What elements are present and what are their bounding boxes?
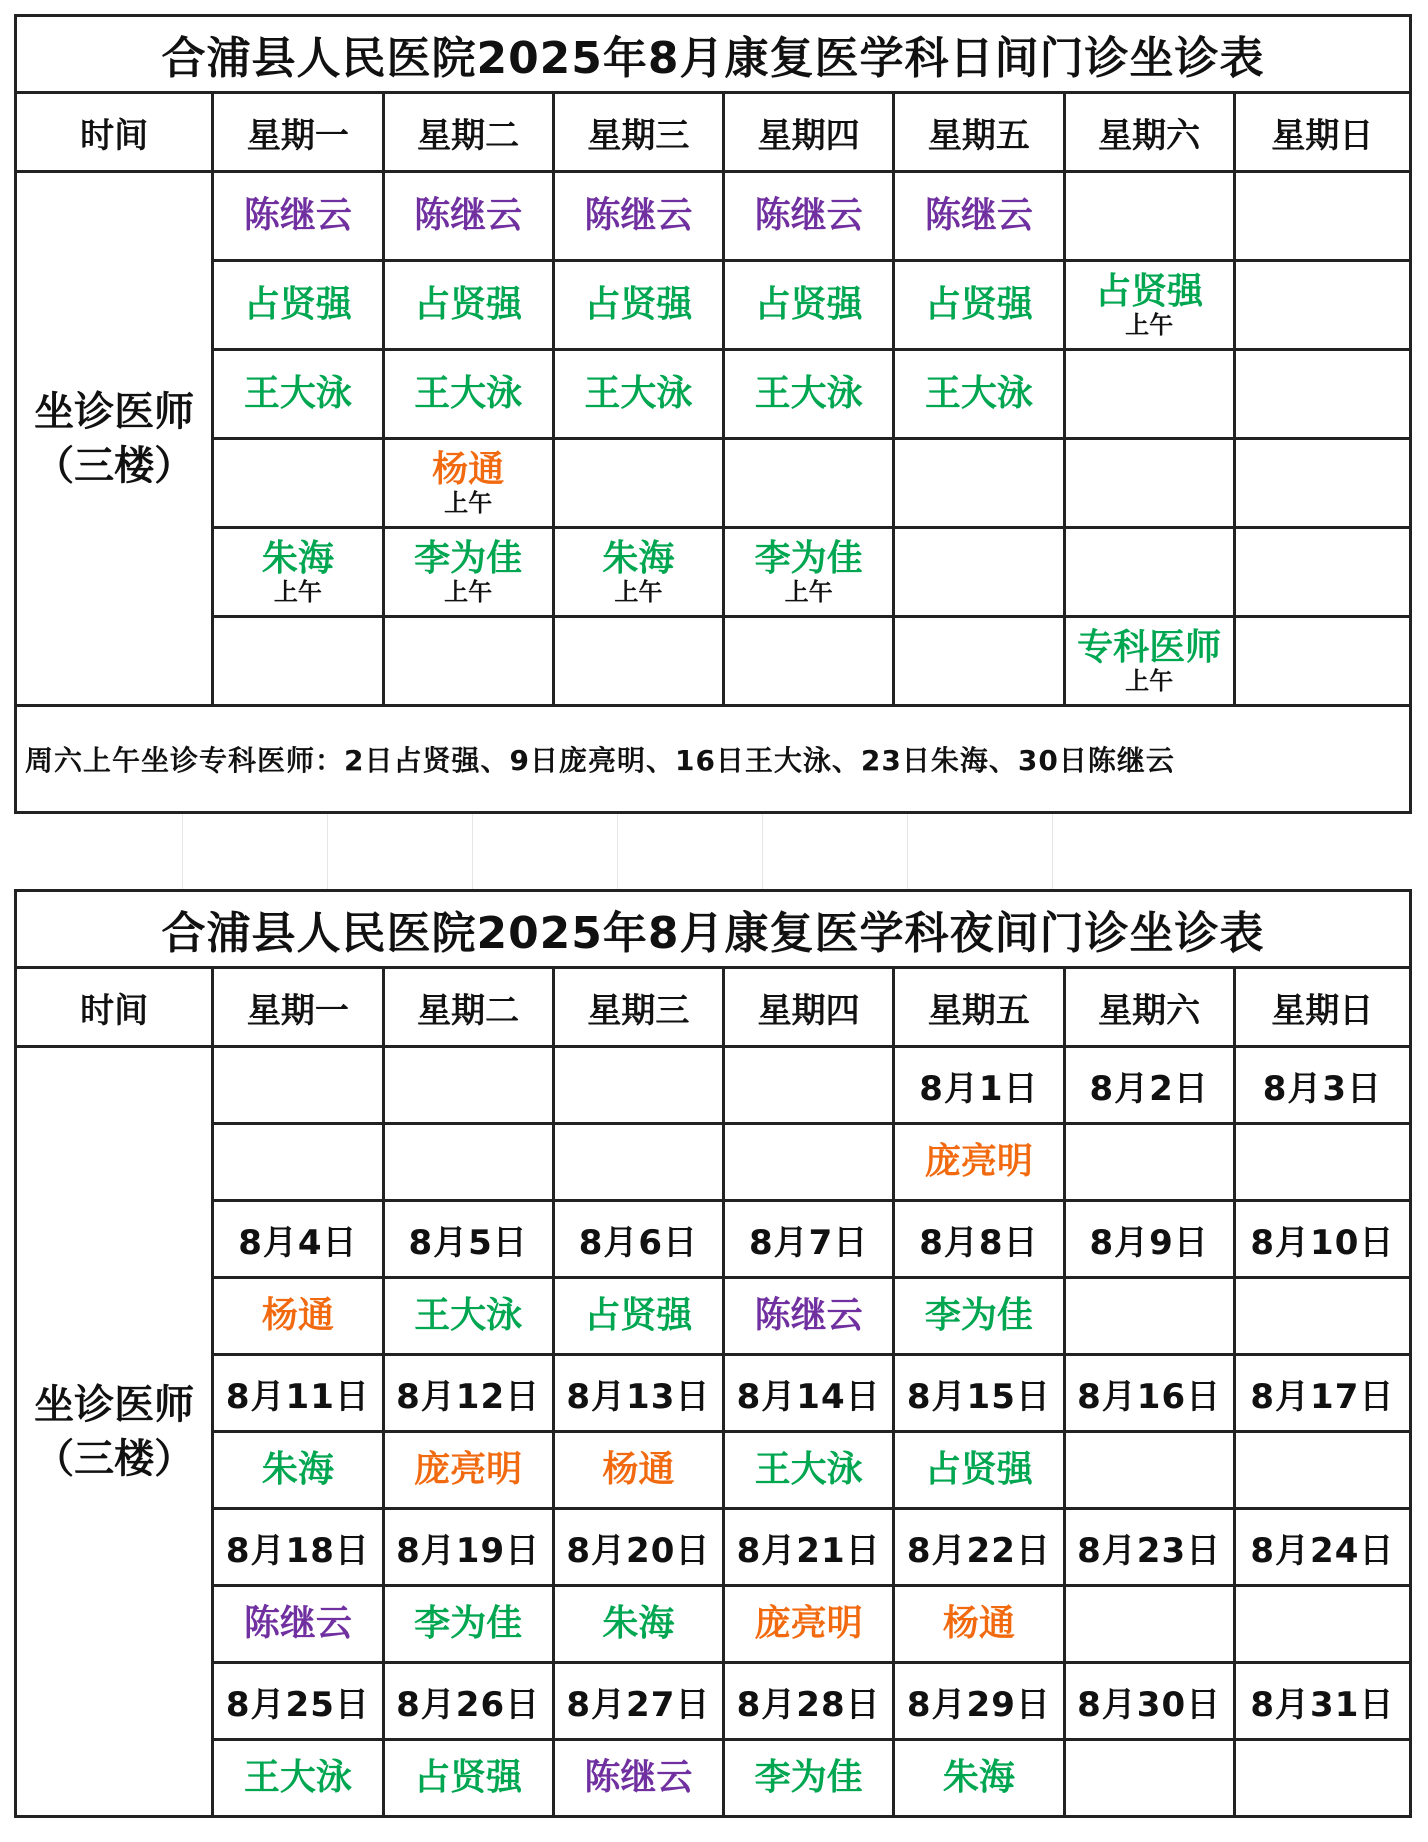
session-half-label: 上午 bbox=[1125, 667, 1174, 695]
session-half-label: 上午 bbox=[273, 578, 322, 606]
schedule-cell bbox=[213, 1740, 383, 1817]
schedule-cell bbox=[383, 1124, 553, 1201]
date-cell: 8月9日 bbox=[1064, 1201, 1234, 1278]
schedule-cell bbox=[213, 617, 383, 706]
schedule-cell bbox=[894, 617, 1064, 706]
doctor-name: 王大泳 bbox=[754, 1449, 863, 1490]
schedule-cell bbox=[553, 1124, 723, 1201]
date-cell: 8月5日 bbox=[383, 1201, 553, 1278]
table-row bbox=[16, 528, 1411, 617]
schedule-cell bbox=[1064, 1124, 1234, 1201]
date-cell bbox=[724, 1047, 894, 1124]
day-clinic-schedule-table bbox=[14, 14, 1412, 814]
doctor-name: 陈继云 bbox=[924, 195, 1033, 236]
date-cell: 8月24日 bbox=[1234, 1509, 1410, 1586]
schedule-cell bbox=[553, 261, 723, 350]
doctor-name: 陈继云 bbox=[754, 1295, 863, 1336]
schedule-cell bbox=[383, 350, 553, 439]
table-row bbox=[16, 439, 1411, 528]
night-clinic-schedule-table bbox=[14, 889, 1412, 1818]
schedule-cell bbox=[724, 617, 894, 706]
night-header-1: 星期一 bbox=[213, 968, 383, 1047]
schedule-cell bbox=[383, 1432, 553, 1509]
schedule-cell bbox=[1234, 172, 1410, 261]
date-cell: 8月6日 bbox=[553, 1201, 723, 1278]
schedule-cell bbox=[1234, 1124, 1410, 1201]
schedule-cell bbox=[724, 1432, 894, 1509]
session-half-label: 上午 bbox=[444, 489, 493, 517]
night-header-2: 星期二 bbox=[383, 968, 553, 1047]
doctor-name: 陈继云 bbox=[584, 195, 693, 236]
doctor-name: 占贤强 bbox=[243, 284, 352, 325]
schedule-cell bbox=[1234, 1740, 1410, 1817]
doctor-name: 陈继云 bbox=[243, 1603, 352, 1644]
date-row bbox=[16, 1047, 1411, 1124]
schedule-cell bbox=[213, 261, 383, 350]
saturday-specialist-note: 周六上午坐诊专科医师：2日占贤强、9日庞亮明、16日王大泳、23日朱海、30日陈继云 bbox=[16, 706, 1411, 813]
date-cell: 8月7日 bbox=[724, 1201, 894, 1278]
doctor-name: 庞亮明 bbox=[754, 1603, 863, 1644]
date-cell: 8月13日 bbox=[553, 1355, 723, 1432]
date-cell: 8月29日 bbox=[894, 1663, 1064, 1740]
date-cell: 8月14日 bbox=[724, 1355, 894, 1432]
schedule-cell bbox=[383, 1740, 553, 1817]
schedule-cell bbox=[213, 439, 383, 528]
date-cell bbox=[553, 1047, 723, 1124]
schedule-cell bbox=[553, 439, 723, 528]
schedule-cell bbox=[894, 528, 1064, 617]
doctor-row bbox=[16, 1740, 1411, 1817]
doctor-name: 朱海 bbox=[602, 1603, 675, 1644]
table-row bbox=[16, 172, 1411, 261]
side-label-line1: 坐诊医师 bbox=[34, 388, 195, 435]
date-cell: 8月3日 bbox=[1234, 1047, 1410, 1124]
doctor-name: 庞亮明 bbox=[414, 1449, 523, 1490]
day-header-4: 星期四 bbox=[724, 93, 894, 172]
date-cell: 8月17日 bbox=[1234, 1355, 1410, 1432]
table-row bbox=[16, 350, 1411, 439]
schedule-cell bbox=[724, 261, 894, 350]
night-header-0: 时间 bbox=[16, 968, 213, 1047]
side-label-line2: （三楼） bbox=[34, 1435, 195, 1482]
day-header-row bbox=[16, 93, 1411, 172]
schedule-cell bbox=[724, 350, 894, 439]
schedule-cell bbox=[213, 528, 383, 617]
side-label-line1: 坐诊医师 bbox=[34, 1381, 195, 1428]
doctor-row bbox=[16, 1124, 1411, 1201]
doctor-name: 李为佳 bbox=[754, 1757, 863, 1798]
schedule-cell bbox=[894, 261, 1064, 350]
schedule-cell bbox=[1064, 1432, 1234, 1509]
schedule-cell bbox=[553, 1432, 723, 1509]
spreadsheet-gap bbox=[14, 814, 1412, 889]
note-row bbox=[16, 706, 1411, 813]
doctor-row bbox=[16, 1432, 1411, 1509]
schedule-cell bbox=[553, 1278, 723, 1355]
schedule-cell bbox=[724, 1586, 894, 1663]
day-header-6: 星期六 bbox=[1064, 93, 1234, 172]
date-cell: 8月31日 bbox=[1234, 1663, 1410, 1740]
night-side-label bbox=[16, 1047, 213, 1817]
schedule-cell bbox=[724, 439, 894, 528]
schedule-cell bbox=[1064, 1740, 1234, 1817]
schedule-cell bbox=[1064, 172, 1234, 261]
schedule-cell bbox=[213, 1124, 383, 1201]
day-header-7: 星期日 bbox=[1234, 93, 1410, 172]
date-cell bbox=[213, 1047, 383, 1124]
date-cell: 8月4日 bbox=[213, 1201, 383, 1278]
schedule-cell bbox=[1234, 350, 1410, 439]
schedule-cell bbox=[724, 1278, 894, 1355]
doctor-name: 王大泳 bbox=[414, 373, 523, 414]
doctor-name: 占贤强 bbox=[584, 284, 693, 325]
date-cell: 8月8日 bbox=[894, 1201, 1064, 1278]
doctor-row bbox=[16, 1586, 1411, 1663]
date-cell: 8月18日 bbox=[213, 1509, 383, 1586]
schedule-cell bbox=[213, 1278, 383, 1355]
doctor-name: 杨通 bbox=[432, 449, 505, 490]
schedule-cell bbox=[383, 1278, 553, 1355]
date-row bbox=[16, 1355, 1411, 1432]
schedule-cell bbox=[1234, 261, 1410, 350]
doctor-name: 陈继云 bbox=[584, 1757, 693, 1798]
day-side-label bbox=[16, 172, 213, 706]
date-row bbox=[16, 1663, 1411, 1740]
date-cell: 8月23日 bbox=[1064, 1509, 1234, 1586]
schedule-cell bbox=[383, 1586, 553, 1663]
doctor-name: 杨通 bbox=[942, 1603, 1015, 1644]
night-header-row bbox=[16, 968, 1411, 1047]
schedule-cell bbox=[724, 1124, 894, 1201]
day-header-0: 时间 bbox=[16, 93, 213, 172]
schedule-cell bbox=[1064, 439, 1234, 528]
schedule-cell bbox=[383, 617, 553, 706]
date-cell: 8月10日 bbox=[1234, 1201, 1410, 1278]
doctor-name: 占贤强 bbox=[584, 1295, 693, 1336]
doctor-name: 王大泳 bbox=[243, 1757, 352, 1798]
schedule-cell bbox=[894, 1740, 1064, 1817]
schedule-cell bbox=[724, 528, 894, 617]
doctor-name: 占贤强 bbox=[414, 1757, 523, 1798]
schedule-cell bbox=[553, 528, 723, 617]
day-header-5: 星期五 bbox=[894, 93, 1064, 172]
session-half-label: 上午 bbox=[614, 578, 663, 606]
night-header-7: 星期日 bbox=[1234, 968, 1410, 1047]
schedule-cell bbox=[724, 1740, 894, 1817]
schedule-cell bbox=[383, 172, 553, 261]
schedule-cell bbox=[894, 1586, 1064, 1663]
date-cell: 8月28日 bbox=[724, 1663, 894, 1740]
day-header-2: 星期二 bbox=[383, 93, 553, 172]
date-cell: 8月11日 bbox=[213, 1355, 383, 1432]
doctor-name: 朱海 bbox=[942, 1757, 1015, 1798]
doctor-name: 朱海 bbox=[261, 538, 334, 579]
night-header-6: 星期六 bbox=[1064, 968, 1234, 1047]
doctor-name: 王大泳 bbox=[924, 373, 1033, 414]
schedule-cell bbox=[1234, 1278, 1410, 1355]
schedule-cell bbox=[213, 1432, 383, 1509]
schedule-cell bbox=[383, 528, 553, 617]
doctor-name: 朱海 bbox=[261, 1449, 334, 1490]
side-label-line2: （三楼） bbox=[34, 442, 195, 489]
date-cell: 8月27日 bbox=[553, 1663, 723, 1740]
date-cell: 8月20日 bbox=[553, 1509, 723, 1586]
doctor-name: 王大泳 bbox=[754, 373, 863, 414]
doctor-name: 杨通 bbox=[261, 1295, 334, 1336]
date-row bbox=[16, 1509, 1411, 1586]
date-cell: 8月19日 bbox=[383, 1509, 553, 1586]
schedule-cell bbox=[553, 172, 723, 261]
doctor-name: 占贤强 bbox=[924, 1449, 1033, 1490]
doctor-name: 陈继云 bbox=[243, 195, 352, 236]
doctor-name: 陈继云 bbox=[414, 195, 523, 236]
doctor-row bbox=[16, 1278, 1411, 1355]
schedule-cell bbox=[1064, 350, 1234, 439]
schedule-cell bbox=[553, 617, 723, 706]
doctor-name: 专科医师 bbox=[1077, 627, 1222, 668]
schedule-cell bbox=[1234, 528, 1410, 617]
session-half-label: 上午 bbox=[1125, 311, 1174, 339]
schedule-cell bbox=[894, 1432, 1064, 1509]
schedule-cell bbox=[894, 1278, 1064, 1355]
night-header-4: 星期四 bbox=[724, 968, 894, 1047]
session-half-label: 上午 bbox=[444, 578, 493, 606]
schedule-cell bbox=[1064, 528, 1234, 617]
doctor-name: 占贤强 bbox=[924, 284, 1033, 325]
schedule-cell bbox=[553, 350, 723, 439]
schedule-cell bbox=[1064, 1586, 1234, 1663]
date-cell: 8月12日 bbox=[383, 1355, 553, 1432]
date-cell: 8月21日 bbox=[724, 1509, 894, 1586]
doctor-name: 陈继云 bbox=[754, 195, 863, 236]
schedule-cell bbox=[1234, 617, 1410, 706]
schedule-cell bbox=[553, 1740, 723, 1817]
schedule-cell bbox=[724, 172, 894, 261]
schedule-cell bbox=[1234, 1586, 1410, 1663]
schedule-cell bbox=[1064, 261, 1234, 350]
doctor-name: 占贤强 bbox=[414, 284, 523, 325]
night-header-3: 星期三 bbox=[553, 968, 723, 1047]
day-schedule-title: 合浦县人民医院2025年8月康复医学科日间门诊坐诊表 bbox=[16, 16, 1411, 93]
doctor-name: 王大泳 bbox=[584, 373, 693, 414]
schedule-cell bbox=[894, 439, 1064, 528]
night-header-5: 星期五 bbox=[894, 968, 1064, 1047]
date-cell: 8月22日 bbox=[894, 1509, 1064, 1586]
date-cell: 8月30日 bbox=[1064, 1663, 1234, 1740]
night-schedule-title: 合浦县人民医院2025年8月康复医学科夜间门诊坐诊表 bbox=[16, 891, 1411, 968]
schedule-cell bbox=[894, 1124, 1064, 1201]
schedule-cell bbox=[553, 1586, 723, 1663]
schedule-cell bbox=[213, 1586, 383, 1663]
day-header-1: 星期一 bbox=[213, 93, 383, 172]
date-cell: 8月2日 bbox=[1064, 1047, 1234, 1124]
schedule-cell bbox=[213, 172, 383, 261]
doctor-name: 占贤强 bbox=[1095, 271, 1204, 312]
date-cell: 8月16日 bbox=[1064, 1355, 1234, 1432]
table-row bbox=[16, 617, 1411, 706]
doctor-name: 李为佳 bbox=[414, 538, 523, 579]
table-row bbox=[16, 261, 1411, 350]
schedule-cell bbox=[383, 439, 553, 528]
schedule-cell bbox=[1064, 1278, 1234, 1355]
schedule-cell bbox=[894, 350, 1064, 439]
schedule-cell bbox=[213, 350, 383, 439]
doctor-name: 李为佳 bbox=[924, 1295, 1033, 1336]
date-row bbox=[16, 1201, 1411, 1278]
doctor-name: 朱海 bbox=[602, 538, 675, 579]
doctor-name: 杨通 bbox=[602, 1449, 675, 1490]
date-cell: 8月26日 bbox=[383, 1663, 553, 1740]
doctor-name: 李为佳 bbox=[754, 538, 863, 579]
date-cell bbox=[383, 1047, 553, 1124]
schedule-cell bbox=[383, 261, 553, 350]
date-cell: 8月15日 bbox=[894, 1355, 1064, 1432]
day-header-3: 星期三 bbox=[553, 93, 723, 172]
doctor-name: 占贤强 bbox=[754, 284, 863, 325]
schedule-cell bbox=[1234, 1432, 1410, 1509]
schedule-cell bbox=[894, 172, 1064, 261]
schedule-cell bbox=[1234, 439, 1410, 528]
doctor-name: 王大泳 bbox=[243, 373, 352, 414]
doctor-name: 王大泳 bbox=[414, 1295, 523, 1336]
doctor-name: 李为佳 bbox=[414, 1603, 523, 1644]
doctor-name: 庞亮明 bbox=[924, 1141, 1033, 1182]
schedule-cell bbox=[1064, 617, 1234, 706]
session-half-label: 上午 bbox=[784, 578, 833, 606]
date-cell: 8月1日 bbox=[894, 1047, 1064, 1124]
date-cell: 8月25日 bbox=[213, 1663, 383, 1740]
